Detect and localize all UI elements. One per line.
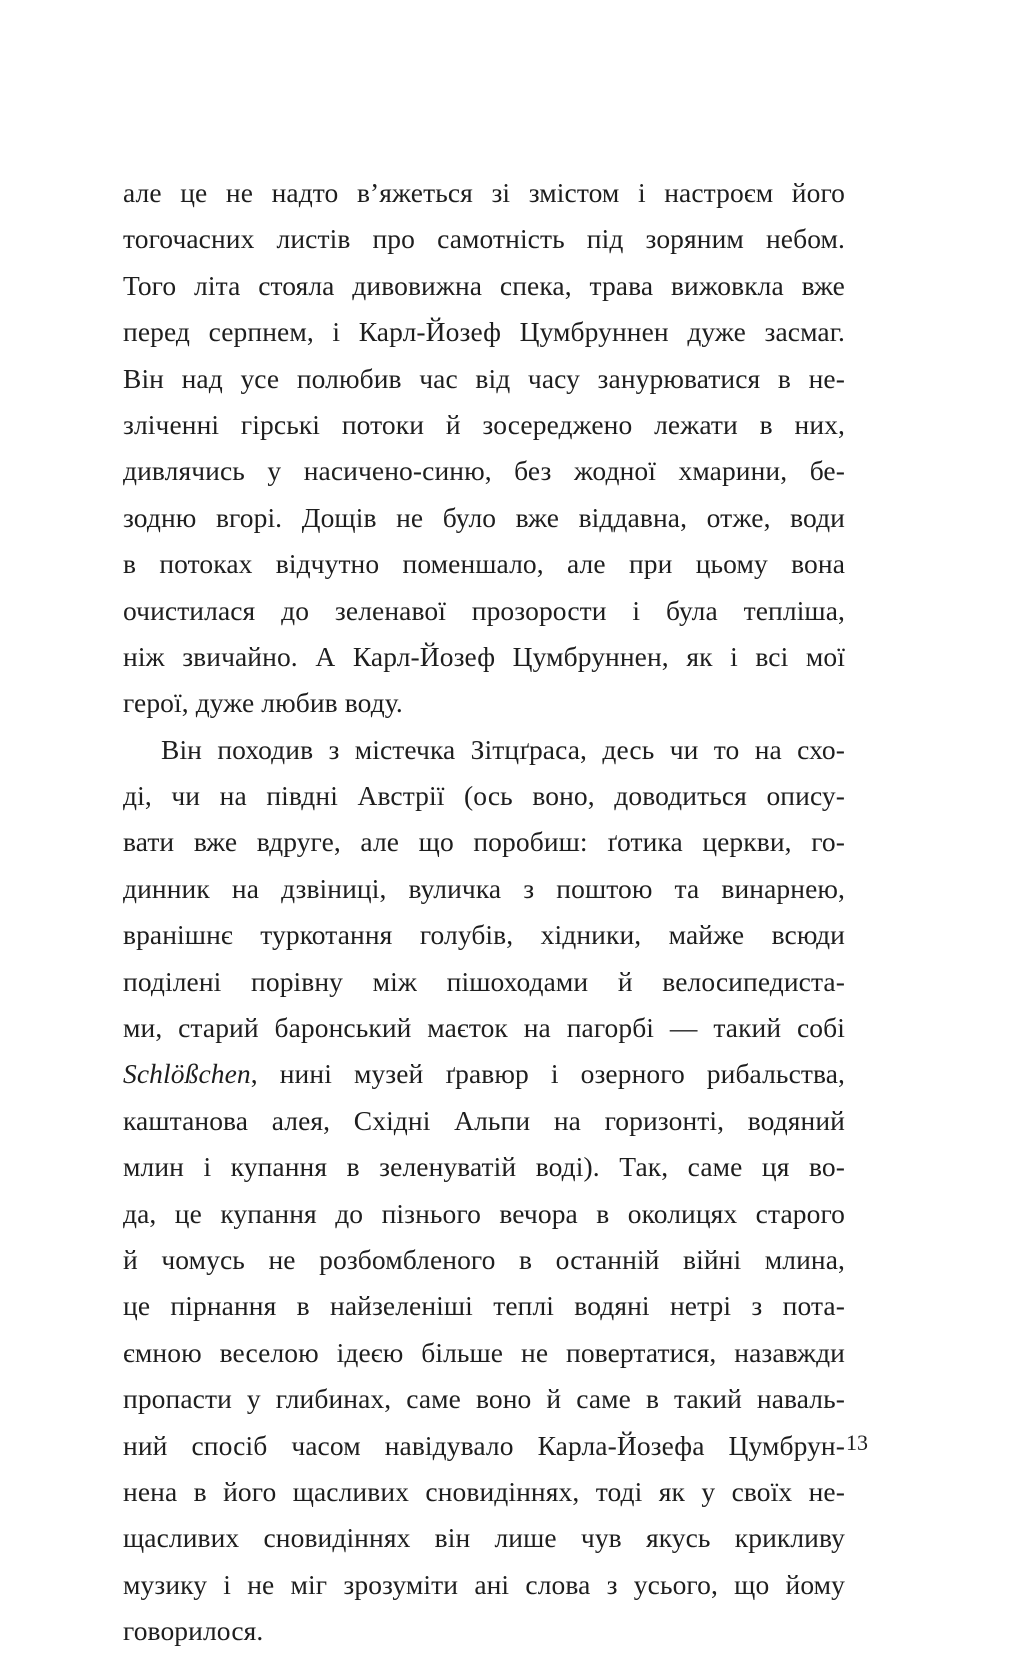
text-line: млин і купання в зеленуватій воді). Так, саме ця во- (123, 1151, 845, 1183)
text-line: щасливих сновидіннях він лише чув якусь крикливу (123, 1522, 845, 1554)
text-line: тогочасних листів про самотність під зоряним небом. (123, 223, 845, 255)
text-line: й чомусь не розбомбленого в останній війні млина, (123, 1243, 845, 1275)
text-line: говорилося. (123, 1615, 264, 1647)
text-line-rest: , нині музей ґравюр і озерного рибальства, (250, 1058, 845, 1090)
text-line: ніж звичайно. А Карл-Йозеф Цумбруннен, як і всі мої (123, 640, 845, 672)
text-line: Він походив з містечка Зітцґраса, десь чи то на схо- (161, 733, 845, 765)
italic-word: Schlößchen (123, 1058, 251, 1090)
text-line: перед серпнем, і Карл-Йозеф Цумбруннен дуже засмаг. (123, 316, 845, 348)
text-line: пропасти у глибинах, саме воно й саме в такий наваль- (123, 1383, 845, 1415)
text-line-with-italic (123, 1051, 845, 1097)
text-line: вранішнє туркотання голубів, хідники, майже всюди (123, 919, 845, 951)
text-line: зодню вгорі. Дощів не було вже віддавна, отже, води (123, 501, 845, 533)
paragraph-1 (123, 170, 845, 727)
text-line: ді, чи на півдні Австрії (ось воно, доводиться опису- (123, 780, 845, 812)
text-line: зліченні гірські потоки й зосереджено лежати в них, (123, 408, 845, 440)
body-text (123, 170, 845, 1655)
text-line: поділені порівну між пішоходами й велосипедиста- (123, 965, 845, 997)
text-line: да, це купання до пізнього вечора в околицях старого (123, 1197, 845, 1229)
text-line: ний спосіб часом навідувало Карла-Йозефа Цумбрун- (123, 1429, 845, 1461)
text-line: герої, дуже любив воду. (123, 687, 403, 719)
text-line: в потоках відчутно поменшало, але при цьому вона (123, 548, 845, 580)
text-line: дивлячись у насичено-синю, без жодної хмарини, бе- (123, 455, 845, 487)
text-line: це пірнання в найзеленіші теплі водяні нетрі з пота- (123, 1290, 845, 1322)
text-line: каштанова алея, Східні Альпи на горизонті, водяний (123, 1104, 845, 1136)
text-line: ми, старий баронський маєток на пагорбі — такий собі (123, 1012, 845, 1044)
text-line: нена в його щасливих сновидіннях, тоді як у своїх не- (123, 1475, 845, 1507)
page-number: 13 (846, 1430, 868, 1455)
text-line: Він над усе полюбив час від часу занурюватися в не- (123, 362, 845, 394)
text-line: вати вже вдруге, але що поробиш: ґотика церкви, го- (123, 826, 845, 858)
text-line: але це не надто в’яжеться зі змістом і настроєм його (123, 177, 845, 208)
text-line: ємною веселою ідеєю більше не повертатися, назавжди (123, 1336, 845, 1368)
text-line: Того літа стояла дивовижна спека, трава вижовкла вже (123, 269, 845, 301)
text-line: динник на дзвіниці, вуличка з поштою та винарнею, (123, 872, 845, 904)
text-line: очистилася до зеленавої прозорости і була тепліша, (123, 594, 845, 626)
paragraph-2 (123, 727, 845, 1655)
text-line: музику і не міг зрозуміти ані слова з усього, що йому (123, 1568, 845, 1600)
